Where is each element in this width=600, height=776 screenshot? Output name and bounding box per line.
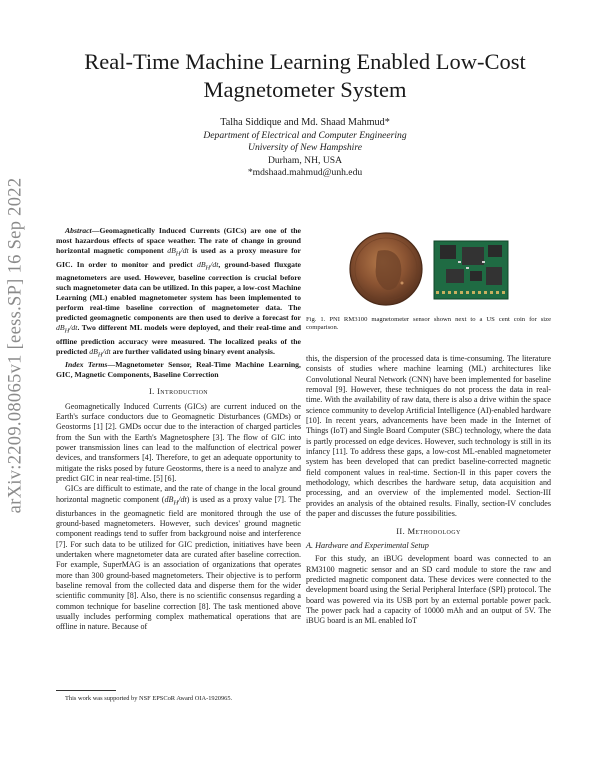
cent-coin-image [350,233,422,305]
subsection-heading-hardware: A. Hardware and Experimental Setup [306,540,429,550]
author-names: Talha Siddique and Md. Shaad Mahmud* [220,117,390,128]
intro-paragraph-1: Geomagnetically Induced Currents (GICs) are current induced on the Earth's surface conductors due to Geomagnetic Disturbances (GMDs) or Geostorms [1] [2]. GMDs occur due to the interaction of charged particles from the Sun with the Earth's Magnetosphere [3]. The flow of GIC into power transmission lines can lead to the malfunction of electrical power devices, and transformers [4]. Therefore, to get an adequate opportunity to mitigate the risks posed by future Geostorms, there is a need to analyze and predict GIC in near real-time. [5] [6]. [56,401,301,483]
author-university: University of New Hampshire [248,142,362,154]
section-heading-introduction: I. Introduction [148,387,209,397]
index-terms: Index Terms—Magnetometer Sensor, Real-Time Machine Learning, GIC, Magnetic Components, Baseline Correction [56,360,301,380]
arxiv-stamp: arXiv:2209.08065v1 [eess.SP] 16 Sep 2022 [5,177,26,513]
right-column [306,354,551,627]
abstract-label: Abstract [65,226,92,235]
author-email: *mdshaad.mahmud@unh.edu [247,167,363,179]
figure-magnetometer-photo [306,231,551,306]
math-dbh-dt: $dB_H/dt$ [56,323,78,335]
rm3100-sensor-board-image [434,241,508,299]
footnote-rule [56,690,116,691]
intro-paragraph-2: GICs are difficult to estimate, and the rate of change in the local ground horizontal magnetic component $(dB_H/dt)$ is used as a proxy value [7]. The disturbances in the geomagnetic field are monitored through the use of ground-based magnetometers. However, such devices' ground magnetic component readings tend to suffer from background noise and interference [7]. For such data to be utilized for GIC prediction, initiatives have been undertaken where magnetometer data are curated after baseline correction. For example, SuperMAG is an association of organizations that operates more than 300 ground-based magnetometers. Their objective is to perform baseline removal from the collected data and disperse them for the wider scientific community [8]. Also, there is no scientific consensus regarding a common technique for baseline correction [8]. The task mentioned above usually includes performing complex mathematical operations that are offline in nature. Because of [56,484,302,632]
math-dbh-dt: $dB_H/dt$ [196,259,219,272]
abstract: Abstract—Geomagnetically Induced Currents (GICs) are one of the most hazardous effects of space weather. The rate of change in ground horizontal magnetic component $dB_H/dt$ is used as a proxy measure for GIC. In order to monitor and predict $dB_H/dt$, ground-based fluxgate magnetometers are used. However, baseline correction is crucial before such magnetometer data can be utilized. In this paper, a low-cost Machine Learning (ML) enabled magnetometer system has been implemented to perform real-time baseline correction of magnetometer data. The predicted geomagnetic components are then used to derive a forecast for $dB_H/dt$. Two different ML models were deployed, and their real-time and offline prediction accuracy were measured. The localized peaks of the predicted $dB_H/dt$ are further validated using binary event analysis. [56,226,301,359]
section-heading-methodology: II. Methodology [396,526,461,536]
funding-footnote: This work was supported by NSF EPSCoR Award OIA-1920965. [65,695,233,702]
author-location: Durham, NH, USA [267,154,343,166]
math-dbh-dt: $dB_H/dt$ [167,246,189,258]
author-block [60,117,550,180]
math-dbh-dt: $dB_H/dt$ [164,494,187,507]
figure-caption: Fig. 1. PNI RM3100 magnetometer sensor shown next to a US cent coin for size comparison. [306,316,551,332]
methodology-paragraph-1: For this study, an iBUG development board was connected to an RM3100 magnetic sensor and an SD card module to store the raw and predicted magnetic component data. These devices were connected to the development board using the Serial Peripheral Interface (SPI) protocol. The board was powered via its USB port by an external portable power pack. The power pack had a capacity of 10000 mAh and an output of 5V. The iBUG board is an ML enabled IoT [306,554,551,626]
paper-title: Real-Time Machine Learning Enabled Low-Cost Magnetometer System [84,49,526,102]
index-terms-label: Index Terms [65,360,108,370]
author-department: Department of Electrical and Computer Engineering [203,129,407,141]
left-column [56,226,301,633]
math-dbh-dt: $dB_H/dt$ [89,346,111,359]
intro-paragraph-continued: this, the dispersion of the processed data is time-consuming. The literature consists of studies where machine learning (ML) architectures like Convolutional Neural Network (CNN) have been implemented for baseline removal [9]. However, these techniques do not process the data in real-time. With the availability of raw data, there is also a drive within the space science community to develop Artificial Intelligence (AI)-enabled hardware [10]. In recent years, advancements have been made in the Internet of Things (IoT) and Single Board Computer (SBC) technology, where the data is partly processed on edge devices. However, such technology is still in its infancy [11]. To address these gaps, a low-cost ML-enabled magnetometer system has been developed that can predict baseline-corrected magnetic field component values in real-time. Section-II in this paper covers the methodology, which describes the hardware setup, data acquisition and processing, and an overview of the implemented model. Section-III provides an analysis of the obtained results. Finally, section-IV concludes the paper and discusses the future possibilities. [306,354,551,519]
